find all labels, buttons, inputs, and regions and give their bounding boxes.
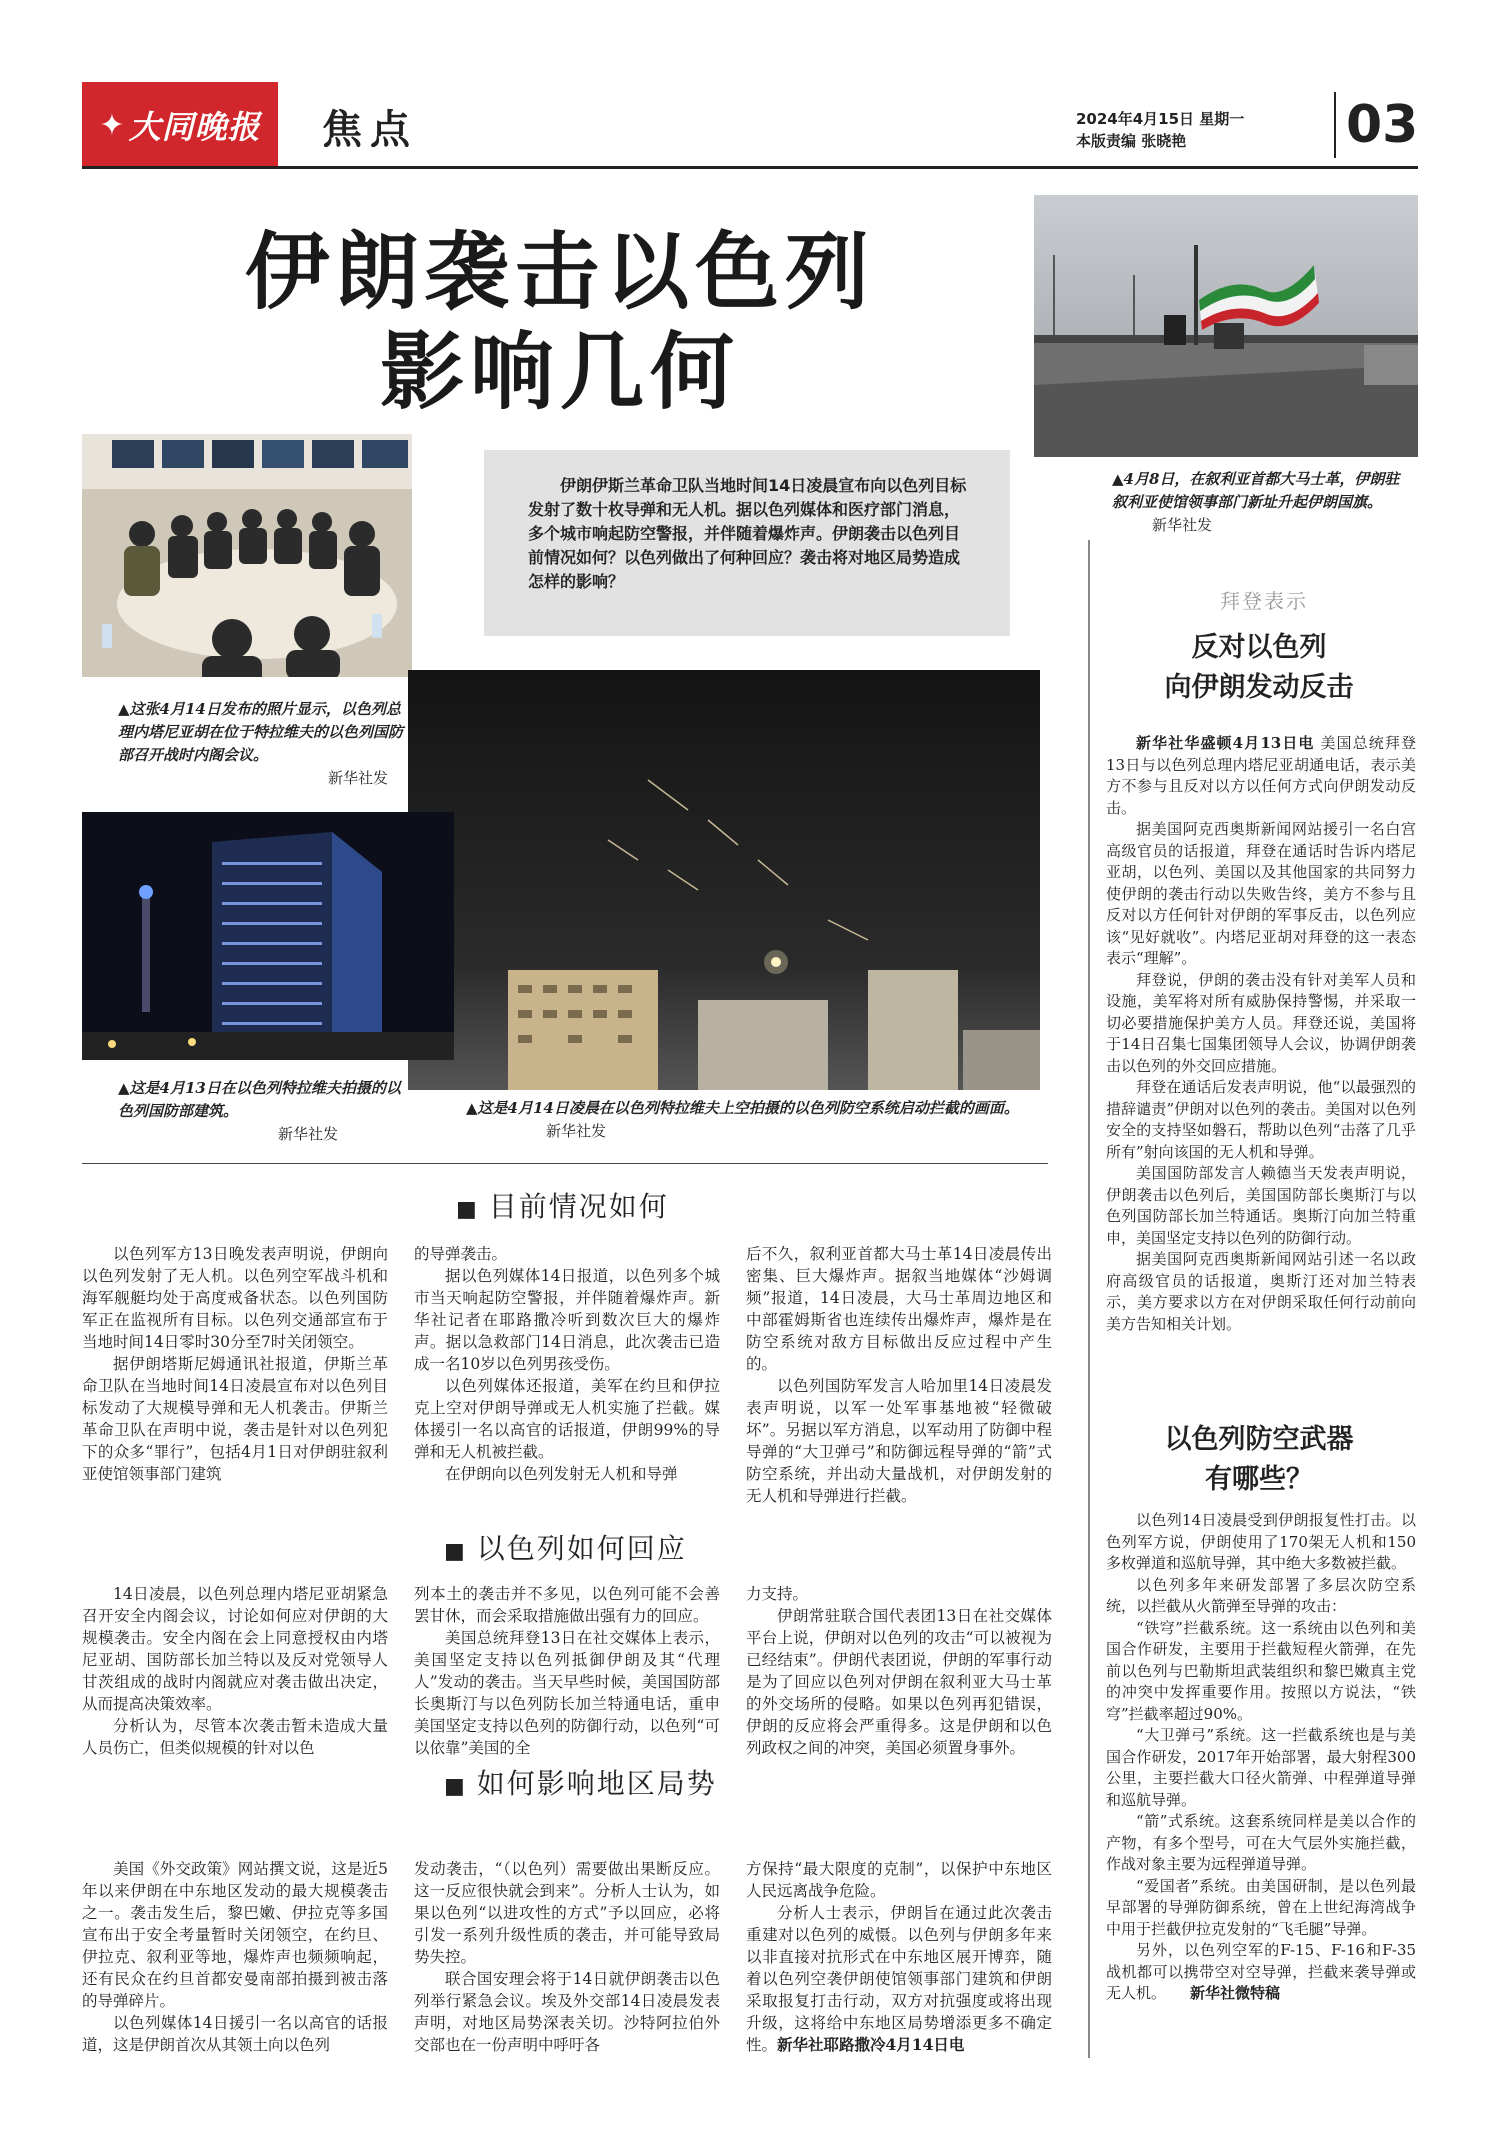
page-editor: 本版责编 张晓艳 — [1076, 132, 1187, 150]
paragraph: 的导弹袭击。 — [414, 1245, 508, 1263]
caption-meeting-text: ▲这张4月14日发布的照片显示，以色列总理内塔尼亚胡在位于特拉维夫的以色列国防部召开战时内阁会议。 — [118, 700, 404, 764]
subhead-israel-response — [444, 1527, 687, 1567]
lead-box: 伊朗伊斯兰革命卫队当地时间14日凌晨宣布向以色列目标发射了数十枚导弹和无人机。据以色列媒体和医疗部门消息，多个城市响起防空警报，并伴随着爆炸声。伊朗袭击以色列目前情况如何？以色列做出了何种回应？袭击将对地区局势造成怎样的影响？ — [484, 450, 1010, 636]
photo-flag — [1034, 195, 1418, 457]
sidebar-divider — [1088, 540, 1090, 2058]
subhead-regional-impact — [444, 1762, 717, 1802]
s1-column-1 — [82, 1243, 388, 1485]
section-top-rule — [82, 1163, 1048, 1164]
dateline: 新华社华盛顿4月13日电 — [1136, 734, 1315, 752]
paragraph: 在伊朗向以色列发射无人机和导弹 — [445, 1465, 678, 1483]
paragraph: 拜登说，伊朗的袭击没有针对美军人员和设施，美军将对所有威胁保持警惕，并采取一切必要措施保护美方人员。拜登还说，美国将于14日召集七国集团领导人会议，协调伊朗袭击以色列的外交回应措施。 — [1106, 970, 1416, 1075]
square-bullet-icon: ■ — [444, 1774, 467, 1799]
caption-meeting — [118, 698, 408, 790]
headline-line-1: 伊朗袭击以色列 — [244, 223, 875, 321]
headline-line-2: 影响几何 — [379, 323, 740, 421]
paragraph — [1106, 733, 1416, 819]
sidebar-article-1 — [1106, 733, 1416, 1335]
paragraph: 据以色列媒体14日报道，以色列多个城市当天响起防空警报，并伴随着爆炸声。新华社记者在耶路撒冷听到数次巨大的爆炸声。据以急救部门14日消息，此次袭击已造成一名10岁以色列男孩受伤。 — [414, 1267, 720, 1373]
logo-text: 大同晚报 — [128, 108, 261, 146]
paragraph: 以色列军方13日晚发表声明说，伊朗向以色列发射了无人机。以色列空军战斗机和海军舰艇均处于高度戒备状态。以色列国防军正在监视所有目标。以色列交通部宣布于当地时间14日零时30分至7时关闭领空。 — [82, 1245, 388, 1351]
sidebar-article-2 — [1106, 1510, 1416, 2005]
s2-column-1 — [82, 1583, 388, 1759]
caption-night-credit: 新华社发 — [546, 1122, 607, 1140]
square-bullet-icon: ■ — [444, 1539, 467, 1564]
sidebar-headline-2-line2: 有哪些？ — [1205, 1464, 1313, 1495]
paragraph: 方保持“最大限度的克制”，以保护中东地区人民远离战争危险。 — [746, 1860, 1052, 1900]
paragraph: 据美国阿克西奥斯新闻网站援引一名白宫高级官员的话报道，拜登在通话时告诉内塔尼亚胡，以色列、美国以及其他国家的共同努力使伊朗的袭击行动以失败告终，美方不参与且反对以方任何针对伊朗的军事反击，以色列应该“见好就收”。内塔尼亚胡对拜登的这一表态表示“理解”。 — [1106, 820, 1416, 967]
paragraph: “铁穹”拦截系统。这一系统由以色列和美国合作研发，主要用于拦截短程火箭弹，在先前以色列与巴勒斯坦武装组织和黎巴嫩真主党的冲突中发挥重要作用。按照以方说法，“铁穹”拦截率超过90%。 — [1106, 1618, 1416, 1723]
caption-building — [118, 1077, 408, 1146]
paragraph: 以色列14日凌晨受到伊朗报复性打击。以色列军方说，伊朗使用了170架无人机和150多枚弹道和巡航导弹，其中绝大多数被拦截。 — [1106, 1511, 1416, 1572]
s3-column-2 — [414, 1858, 720, 2056]
paragraph-text: 分析人士表示，伊朗旨在通过此次袭击重建对以色列的威慑。以色列与伊朗多年来以非直接对抗形式在中东地区展开博弈，随着以色列空袭伊朗使馆领事部门建筑和伊朗采取报复打击行动，双方对抗强度或将出现升级，这将给中东地区局势增添更多不确定性。 — [746, 1904, 1052, 2054]
paragraph: 以色列国防军发言人哈加里14日凌晨发表声明说，以军一处军事基地被“轻微破坏”。另据以军方消息，以军动用了防御中程导弹的“大卫弹弓”和防御远程导弹的“箭”式防空系统，并出动大量战机，对伊朗发射的无人机和导弹进行拦截。 — [746, 1377, 1052, 1505]
caption-building-credit: 新华社发 — [277, 1125, 338, 1143]
photo-building — [82, 812, 454, 1060]
page-number: 03 — [1346, 95, 1419, 155]
sidebar-kicker: 拜登表示 — [1220, 589, 1308, 613]
issue-info — [1076, 108, 1244, 152]
header-rule — [82, 166, 1418, 169]
s2-column-3 — [746, 1583, 1052, 1759]
sidebar-headline-1-line1: 反对以色列 — [1191, 632, 1327, 663]
paragraph: 美国国防部发言人赖德当天发表声明说，伊朗袭击以色列后，美国国防部长奥斯汀与以色列国防部长加兰特通话。奥斯汀向加兰特重申，美国坚定支持以色列的防御行动。 — [1106, 1164, 1416, 1247]
subhead-s1-text: 目前情况如何 — [488, 1190, 669, 1223]
paragraph: 14日凌晨，以色列总理内塔尼亚胡紧急召开安全内阁会议，讨论如何应对伊朗的大规模袭击。安全内阁在会上同意授权由内塔尼亚胡、国防部长加兰特以及反对党领导人甘茨组成的战时内阁就应对袭击做出决定，从而提高决策效率。 — [82, 1585, 388, 1713]
header-divider — [1334, 92, 1336, 158]
paragraph: 伊朗常驻联合国代表团13日在社交媒体平台上说，伊朗对以色列的攻击“可以被视为已经结束”。伊朗代表团说，伊朗的军事行动是为了回应以色列对伊朗在叙利亚大马士革的外交场所的侵略。如果以色列再犯错误，伊朗的反应将会严重得多。这是伊朗和以色列政权之间的冲突，美国必须置身事外。 — [746, 1607, 1052, 1757]
s1-column-3 — [746, 1243, 1052, 1507]
s3-column-3 — [746, 1858, 1052, 2056]
s2-column-2 — [414, 1583, 720, 1759]
section-name: 焦点 — [322, 107, 418, 153]
paragraph: 美国总统拜登13日在社交媒体上表示，美国坚定支持以色列抵御伊朗及其“代理人”发动的袭击。当天早些时候，美国国防部长奥斯汀与以色列防长加兰特通电话，重申美国坚定支持以色列的防御行动，以色列“可以依靠”美国的全 — [414, 1629, 720, 1757]
sidebar-headline-2-line1: 以色列防空武器 — [1164, 1424, 1354, 1455]
paragraph: 拜登在通话后发表声明说，他“以最强烈的措辞谴责”伊朗对以色列的袭击。美国对以色列安全的支持坚如磐石，帮助以色列“击落了几乎所有”射向该国的无人机和导弹。 — [1106, 1078, 1416, 1161]
paragraph: 以色列多年来研发部署了多层次防空系统，以拦截从火箭弹至导弹的攻击： — [1106, 1575, 1416, 1615]
caption-night-text: ▲这是4月14日凌晨在以色列特拉维夫上空拍摄的以色列防空系统启动拦截的画面。 — [466, 1099, 1019, 1117]
paragraph: “箭”式系统。这套系统同样是美以合作的产物，有多个型号，可在大气层外实施拦截，作战对象主要为远程弹道导弹。 — [1106, 1812, 1416, 1873]
paragraph: “大卫弹弓”系统。这一拦截系统也是与美国合作研发，2017年开始部署，最大射程300公里，主要拦截大口径火箭弹、中程弹道导弹和巡航导弹。 — [1106, 1726, 1416, 1809]
paragraph: 列本土的袭击并不多见，以色列可能不会善罢甘休，而会采取措施做出强有力的回应。 — [414, 1585, 720, 1625]
subhead-s2-text: 以色列如何回应 — [476, 1532, 687, 1565]
caption-night — [466, 1097, 1026, 1143]
s3-column-1 — [82, 1858, 388, 2056]
paragraph: 美国《外交政策》网站撰文说，这是近5年以来伊朗在中东地区发动的最大规模袭击之一。袭击发生后，黎巴嫩、伊拉克等多国宣布出于安全考量暂时关闭领空，在约旦、伊拉克、叙利亚等地，爆炸声也频频响起，还有民众在约旦首都安曼南部拍摄到被击落的导弹碎片。 — [82, 1860, 388, 2010]
photo-meeting — [82, 434, 412, 677]
newspaper-logo — [82, 82, 278, 168]
sidebar-headline-1 — [1100, 628, 1418, 708]
sidebar-headline-1-line2: 向伊朗发动反击 — [1164, 672, 1354, 703]
caption-flag-credit: 新华社发 — [1152, 516, 1213, 534]
paragraph — [746, 1902, 1052, 2056]
paragraph: 据美国阿克西奥斯新闻网站引述一名以政府高级官员的话报道，奥斯汀还对加兰特表示，美方要求以方在对伊朗采取任何行动前向美方告知相关计划。 — [1106, 1250, 1416, 1333]
paragraph: “爱国者”系统。由美国研制，是以色列最早部署的导弹防御系统，曾在上世纪海湾战争中用于拦截伊拉克发射的“飞毛腿”导弹。 — [1106, 1876, 1416, 1938]
byline: 新华社耶路撒冷4月14日电 — [777, 2035, 965, 2054]
caption-flag — [1112, 468, 1412, 537]
paragraph-text: 美国总统拜登13日与以色列总理内塔尼亚胡通电话，表示美方不参与且反对以方以任何方式向伊朗发动反击。 — [1106, 734, 1416, 817]
square-bullet-icon: ■ — [456, 1197, 479, 1222]
paragraph: 后不久，叙利亚首都大马士革14日凌晨传出密集、巨大爆炸声。据叙当地媒体“沙姆调频”报道，14日凌晨，大马士革周边地区和中部霍姆斯省也连续传出爆炸声，爆炸是在防空系统对敌方目标做出反应过程中产生的。 — [746, 1245, 1052, 1373]
paragraph: 以色列媒体还报道，美军在约旦和伊拉克上空对伊朗导弹或无人机实施了拦截。媒体援引一名以高官的话报道，伊朗99%的导弹和无人机被拦截。 — [414, 1377, 720, 1461]
s1-column-2 — [414, 1243, 720, 1485]
byline: 新华社微特稿 — [1190, 1984, 1281, 2002]
caption-meeting-credit: 新华社发 — [327, 769, 388, 787]
caption-building-text: ▲这是4月13日在以色列特拉维夫拍摄的以色列国防部建筑。 — [118, 1079, 401, 1120]
subhead-current-situation — [456, 1185, 669, 1225]
subhead-s3-text: 如何影响地区局势 — [476, 1767, 717, 1800]
paragraph-text: 另外，以色列空军的F-15、F-16和F-35战机都可以携带空对空导弹，拦截来袭导弹或无人机。 — [1106, 1941, 1416, 2002]
caption-flag-text: ▲4月8日，在叙利亚首都大马士革，伊朗驻叙利亚使馆领事部门新址升起伊朗国旗。 — [1112, 470, 1400, 511]
headline — [210, 222, 910, 422]
paragraph — [1106, 1940, 1416, 2005]
issue-date: 2024年4月15日 星期一 — [1076, 110, 1245, 128]
flame-icon: ✦ — [99, 107, 125, 143]
sidebar-headline-2 — [1100, 1420, 1418, 1500]
paragraph: 以色列媒体14日援引一名以高官的话报道，这是伊朗首次从其领土向以色列 — [82, 2014, 388, 2054]
paragraph: 分析认为，尽管本次袭击暂未造成大量人员伤亡，但类似规模的针对以色 — [82, 1717, 388, 1757]
photo-night-sky — [408, 670, 1040, 1090]
paragraph: 力支持。 — [746, 1585, 809, 1603]
paragraph: 联合国安理会将于14日就伊朗袭击以色列举行紧急会议。埃及外交部14日凌晨发表声明，对地区局势深表关切。沙特阿拉伯外交部也在一份声明中呼吁各 — [414, 1970, 720, 2054]
paragraph: 发动袭击，“（以色列）需要做出果断反应。这一反应很快就会到来”。分析人士认为，如果以色列“以进攻性的方式”予以回应，必将引发一系列升级性质的袭击，并可能导致局势失控。 — [414, 1860, 720, 1966]
paragraph: 据伊朗塔斯尼姆通讯社报道，伊斯兰革命卫队在当地时间14日凌晨宣布对以色列目标发动了大规模导弹和无人机袭击。伊斯兰革命卫队在声明中说，袭击是针对以色列犯下的众多“罪行”，包括4月1日对伊朗驻叙利亚使馆领事部门建筑 — [82, 1355, 388, 1483]
